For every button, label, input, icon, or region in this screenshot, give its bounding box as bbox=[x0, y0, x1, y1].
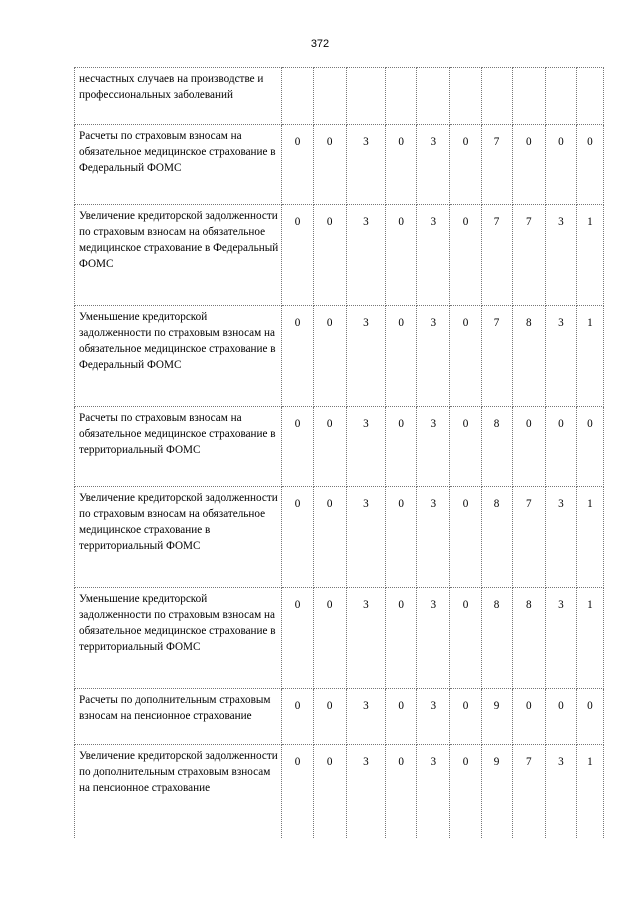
table-row bbox=[75, 588, 604, 689]
code-digit-cell bbox=[576, 68, 603, 125]
code-digit-cell: 9 bbox=[481, 745, 512, 838]
account-codes-table bbox=[74, 67, 604, 838]
code-digit-cell: 0 bbox=[576, 407, 603, 487]
code-digit-cell: 1 bbox=[576, 205, 603, 306]
code-digit-cell: 0 bbox=[282, 689, 313, 745]
code-digit-cell: 3 bbox=[417, 689, 450, 745]
code-digit-cell: 0 bbox=[282, 745, 313, 838]
row-label: Увеличение кредиторской задолженности по дополнительным страховым взносам на пенсионное страхование bbox=[75, 745, 282, 838]
code-digit-cell: 0 bbox=[450, 745, 481, 838]
code-digit-cell: 3 bbox=[545, 588, 576, 689]
code-digit-cell bbox=[282, 68, 313, 125]
code-digit-cell bbox=[313, 68, 346, 125]
code-digit-cell: 8 bbox=[481, 487, 512, 588]
code-digit-cell: 0 bbox=[313, 125, 346, 205]
code-digit-cell: 0 bbox=[386, 306, 417, 407]
code-digit-cell: 0 bbox=[545, 125, 576, 205]
code-digit-cell: 3 bbox=[346, 487, 385, 588]
code-digit-cell: 0 bbox=[450, 487, 481, 588]
code-digit-cell: 0 bbox=[313, 689, 346, 745]
code-digit-cell: 3 bbox=[545, 745, 576, 838]
code-digit-cell: 0 bbox=[386, 205, 417, 306]
row-label: Расчеты по дополнительным страховым взносам на пенсионное страхование bbox=[75, 689, 282, 745]
code-digit-cell: 1 bbox=[576, 487, 603, 588]
code-digit-cell: 3 bbox=[346, 306, 385, 407]
code-digit-cell: 0 bbox=[450, 588, 481, 689]
code-digit-cell: 7 bbox=[512, 745, 545, 838]
code-digit-cell: 0 bbox=[576, 125, 603, 205]
code-digit-cell: 0 bbox=[313, 487, 346, 588]
code-digit-cell: 0 bbox=[386, 745, 417, 838]
row-label: Уменьшение кредиторской задолженности по страховым взносам на обязательное медицинское страхование в территориальный ФОМС bbox=[75, 588, 282, 689]
code-digit-cell: 0 bbox=[450, 205, 481, 306]
page-number: 372 bbox=[310, 38, 330, 50]
table-row bbox=[75, 689, 604, 745]
code-digit-cell: 0 bbox=[576, 689, 603, 745]
code-digit-cell: 0 bbox=[313, 205, 346, 306]
code-digit-cell: 3 bbox=[417, 306, 450, 407]
code-digit-cell: 8 bbox=[481, 588, 512, 689]
code-digit-cell: 3 bbox=[346, 407, 385, 487]
code-digit-cell: 3 bbox=[417, 407, 450, 487]
code-digit-cell: 3 bbox=[417, 125, 450, 205]
code-digit-cell: 0 bbox=[386, 407, 417, 487]
code-digit-cell: 0 bbox=[282, 306, 313, 407]
code-digit-cell bbox=[545, 68, 576, 125]
code-digit-cell: 3 bbox=[545, 487, 576, 588]
code-digit-cell: 0 bbox=[450, 125, 481, 205]
code-digit-cell: 0 bbox=[282, 407, 313, 487]
code-digit-cell: 0 bbox=[512, 689, 545, 745]
code-digit-cell: 0 bbox=[386, 125, 417, 205]
code-digit-cell: 0 bbox=[282, 588, 313, 689]
table-row bbox=[75, 745, 604, 838]
code-digit-cell: 7 bbox=[512, 205, 545, 306]
code-digit-cell: 3 bbox=[346, 125, 385, 205]
code-digit-cell: 3 bbox=[346, 745, 385, 838]
table-row bbox=[75, 407, 604, 487]
code-digit-cell: 0 bbox=[386, 487, 417, 588]
code-digit-cell: 0 bbox=[313, 745, 346, 838]
code-digit-cell: 0 bbox=[512, 125, 545, 205]
code-digit-cell: 1 bbox=[576, 745, 603, 838]
table-row bbox=[75, 68, 604, 125]
code-digit-cell: 7 bbox=[481, 205, 512, 306]
code-digit-cell: 0 bbox=[282, 205, 313, 306]
code-digit-cell bbox=[450, 68, 481, 125]
code-digit-cell: 3 bbox=[346, 689, 385, 745]
code-digit-cell: 0 bbox=[282, 487, 313, 588]
table-row bbox=[75, 306, 604, 407]
code-digit-cell: 8 bbox=[512, 588, 545, 689]
table-row bbox=[75, 205, 604, 306]
code-digit-cell bbox=[417, 68, 450, 125]
row-label: несчастных случаев на производстве и профессиональных заболеваний bbox=[75, 68, 282, 125]
code-digit-cell: 3 bbox=[346, 205, 385, 306]
code-digit-cell: 3 bbox=[417, 487, 450, 588]
code-digit-cell: 0 bbox=[450, 306, 481, 407]
code-digit-cell: 1 bbox=[576, 588, 603, 689]
code-digit-cell bbox=[346, 68, 385, 125]
code-digit-cell: 9 bbox=[481, 689, 512, 745]
code-digit-cell: 3 bbox=[417, 745, 450, 838]
row-label: Расчеты по страховым взносам на обязательное медицинское страхование в Федеральный ФОМС bbox=[75, 125, 282, 205]
code-digit-cell: 3 bbox=[417, 588, 450, 689]
code-digit-cell bbox=[386, 68, 417, 125]
code-digit-cell: 0 bbox=[450, 689, 481, 745]
table-row bbox=[75, 487, 604, 588]
row-label: Расчеты по страховым взносам на обязательное медицинское страхование в территориальный ФОМС bbox=[75, 407, 282, 487]
code-digit-cell: 7 bbox=[481, 125, 512, 205]
row-label: Уменьшение кредиторской задолженности по страховым взносам на обязательное медицинское страхование в Федеральный ФОМС bbox=[75, 306, 282, 407]
code-digit-cell: 7 bbox=[512, 487, 545, 588]
code-digit-cell: 8 bbox=[512, 306, 545, 407]
code-digit-cell: 0 bbox=[545, 407, 576, 487]
code-digit-cell: 0 bbox=[386, 689, 417, 745]
code-digit-cell bbox=[512, 68, 545, 125]
code-digit-cell: 0 bbox=[545, 689, 576, 745]
code-digit-cell: 0 bbox=[313, 407, 346, 487]
code-digit-cell: 0 bbox=[450, 407, 481, 487]
code-digit-cell: 0 bbox=[386, 588, 417, 689]
row-label: Увеличение кредиторской задолженности по страховым взносам на обязательное медицинское страхование в Федеральный ФОМС bbox=[75, 205, 282, 306]
code-digit-cell bbox=[481, 68, 512, 125]
code-digit-cell: 3 bbox=[417, 205, 450, 306]
table-row bbox=[75, 125, 604, 205]
code-digit-cell: 0 bbox=[512, 407, 545, 487]
code-digit-cell: 0 bbox=[313, 588, 346, 689]
code-digit-cell: 0 bbox=[282, 125, 313, 205]
row-label: Увеличение кредиторской задолженности по страховым взносам на обязательное медицинское страхование в территориальный ФОМС bbox=[75, 487, 282, 588]
table-body bbox=[75, 68, 604, 838]
code-digit-cell: 3 bbox=[545, 306, 576, 407]
code-digit-cell: 7 bbox=[481, 306, 512, 407]
code-digit-cell: 1 bbox=[576, 306, 603, 407]
code-digit-cell: 8 bbox=[481, 407, 512, 487]
code-digit-cell: 3 bbox=[545, 205, 576, 306]
code-digit-cell: 3 bbox=[346, 588, 385, 689]
code-digit-cell: 0 bbox=[313, 306, 346, 407]
